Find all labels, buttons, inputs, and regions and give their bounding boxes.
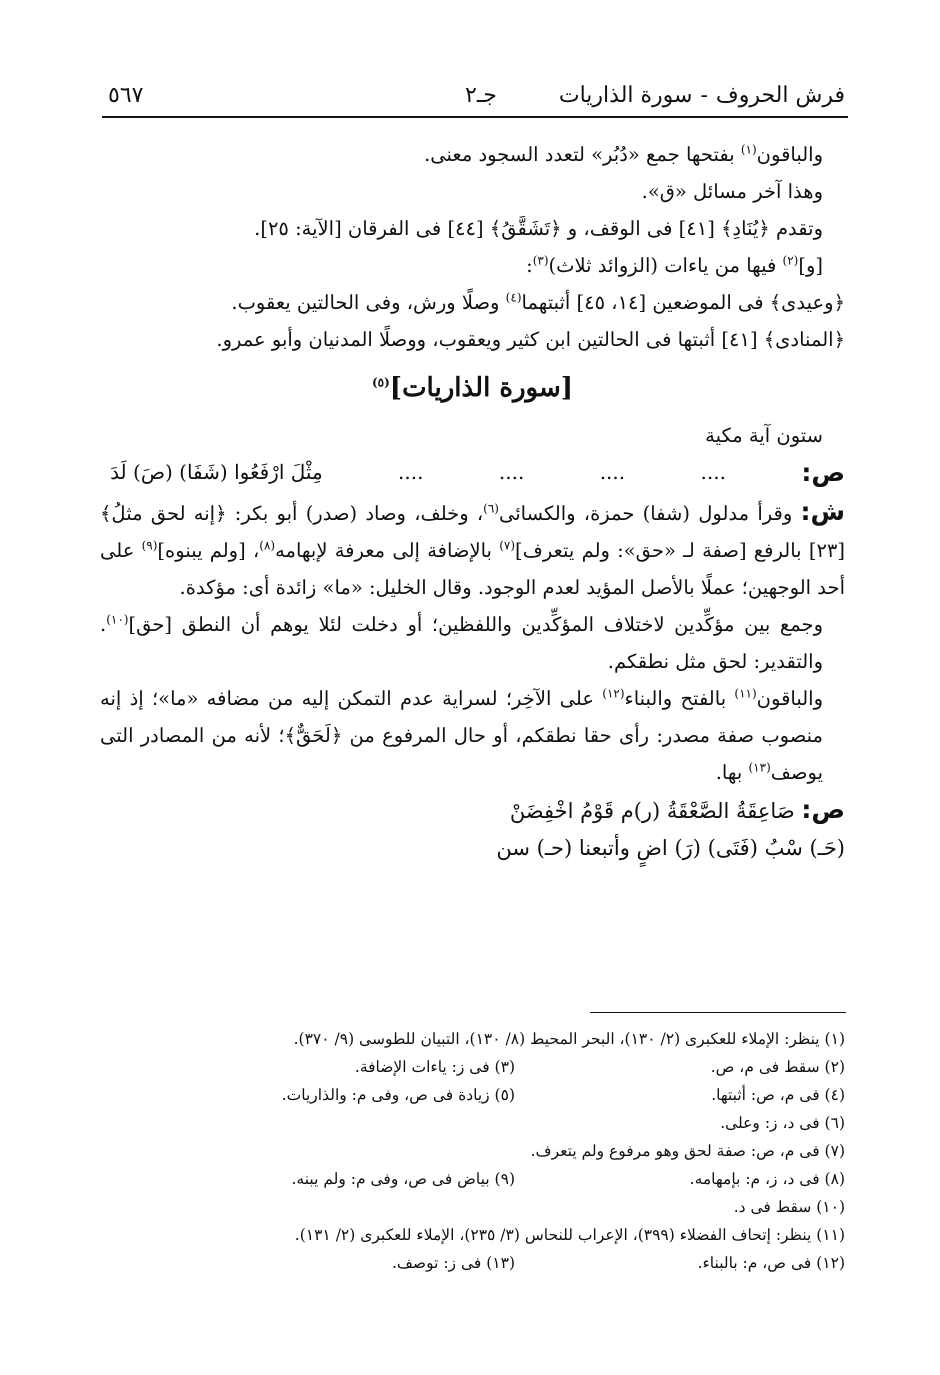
text-run: : bbox=[526, 254, 533, 277]
text-run: والباقون bbox=[756, 143, 823, 166]
footnote-ref: (٢) bbox=[782, 253, 799, 268]
footnote-ref: (٥) bbox=[371, 375, 390, 390]
paragraph: ﴿المنادى﴾ [٤١] أثبتها فى الحالتين ابن كثير ويعقوب، ووصلًا المدنيان وأبو عمرو. bbox=[216, 328, 845, 351]
paragraph bbox=[100, 284, 845, 321]
text-run: . والتقدير: لحق مثل نطقكم. bbox=[100, 613, 823, 673]
footnote-ref: (٩) bbox=[141, 538, 158, 553]
text-run: بالفتح والبناء bbox=[624, 687, 735, 710]
text-run: على أحد الوجهين؛ عملًا بالأصل المؤيد لعدم الوجود. وقال الخليل: «ما» زائدة أى: مؤكدة. bbox=[100, 539, 845, 599]
paragraph bbox=[100, 136, 845, 173]
text-run: [و] bbox=[798, 254, 823, 277]
footnote-ref: (٤) bbox=[505, 290, 522, 305]
text-run: وجمع بين مؤكِّدين لاختلاف المؤكِّدين واللفظين؛ أو دخلت لئلا يوهم أن النطق [حق] bbox=[128, 613, 823, 636]
footnote-row bbox=[120, 1249, 845, 1277]
footnote: (١١) ينظر: إتحاف الفضلاء (٣٩٩)، الإعراب للنحاس (٣/ ٢٣٥)، الإملاء للعكبرى (٢/ ١٣١). bbox=[294, 1226, 845, 1244]
commentary-label: ش: bbox=[800, 497, 845, 526]
text-run: بالإضافة إلى معرفة لإبهامه bbox=[275, 539, 500, 562]
verse-segment: .... bbox=[599, 460, 626, 484]
footnote-ref: (١) bbox=[740, 142, 757, 157]
verse-line bbox=[100, 830, 845, 867]
paragraph bbox=[100, 680, 845, 791]
footnote-ref: (٧) bbox=[499, 538, 516, 553]
surah-heading-text: [سورة الذاريات] bbox=[389, 373, 574, 403]
main-text bbox=[100, 136, 845, 867]
footnote: (١٠) سقط فى د. bbox=[733, 1198, 845, 1216]
header-rule bbox=[102, 116, 848, 118]
footnote-row bbox=[120, 1081, 845, 1109]
verse-segment: .... bbox=[700, 460, 726, 484]
verse-segment bbox=[801, 454, 845, 493]
footnote: (٢) سقط فى م، ص. bbox=[710, 1058, 845, 1076]
paragraph bbox=[100, 247, 845, 284]
page-number: ٥٦٧ bbox=[108, 82, 144, 108]
footnote-ref: (٨) bbox=[259, 538, 276, 553]
text-run: ، وخلف، وصاد (صدر) أبو بكر: ﴿إنه لحق مثلُ﴾ [٢٣] بالرفع [صفة لـ «حق»: ولم يتعرف] bbox=[100, 502, 845, 562]
volume-number: جـ٢ bbox=[465, 82, 497, 108]
footnote: (٤) فى م، ص: أثبتها. bbox=[711, 1086, 845, 1104]
footnote-ref: (١٠) bbox=[106, 612, 129, 627]
verse-segment: .... bbox=[398, 460, 424, 484]
text-run: وصلًا ورش، وفى الحالتين يعقوب. bbox=[231, 291, 506, 314]
footnote-row bbox=[120, 1053, 845, 1081]
paragraph: ستون آية مكية bbox=[705, 424, 823, 447]
footnote: (٣) فى ز: ياءات الإضافة. bbox=[354, 1058, 515, 1076]
text-run: وقرأ مدلول (شفا) حمزة، والكسائى bbox=[498, 502, 801, 525]
footnote: (٨) فى د، ز، م: بإمهامه. bbox=[689, 1170, 845, 1188]
verse-line bbox=[100, 454, 845, 493]
text-run: فيها من ياءات (الزوائد ثلاث) bbox=[548, 254, 783, 277]
text-run: والباقون bbox=[756, 687, 823, 710]
verse-segment: (حَـ) سْبُ (فَتَى) (رَ) اضٍ وأتبعنا (حـ) سن bbox=[496, 836, 845, 860]
footnote-ref: (١٣) bbox=[748, 760, 771, 775]
text-run: على الآخِر؛ لسراية عدم التمكن إليه من مضافه «ما»؛ إذ إنه منصوب صفة مصدر: رأى حقا نطقكم، أو حال المرفوع من ﴿لَحَقٌّ﴾؛ لأنه من المصادر التى يوصف bbox=[100, 687, 823, 784]
text-run: ، [ولم يبنوه] bbox=[157, 539, 260, 562]
page-header bbox=[108, 78, 845, 112]
verse-line bbox=[100, 791, 845, 830]
running-title bbox=[559, 83, 845, 108]
footnote-ref: (٦) bbox=[483, 501, 499, 516]
verse-segment: .... bbox=[498, 460, 525, 484]
running-title-text: فرش الحروف bbox=[715, 82, 845, 108]
verse-label: ص: bbox=[801, 795, 845, 824]
paragraph: وتقدم ﴿يُنَادِ﴾ [٤١] فى الوقف، و ﴿تَشَقَّقُ﴾ [٤٤] فى الفرقان [الآية: ٢٥]. bbox=[254, 217, 823, 240]
footnote: (٦) فى د، ز: وعلى. bbox=[720, 1114, 845, 1132]
footnote-ref: (٣) bbox=[532, 253, 549, 268]
text-run: ﴿وعيدى﴾ فى الموضعين [١٤، ٤٥] أثبتهما bbox=[521, 291, 845, 314]
footnote: (٧) فى م، ص: صفة لحق وهو مرفوع ولم يتعرف. bbox=[530, 1142, 845, 1160]
running-title-separator: - bbox=[700, 82, 708, 108]
footnote: (١٢) فى ص، م: بالبناء. bbox=[697, 1254, 845, 1272]
footnote-row bbox=[120, 1165, 845, 1193]
footnote: (٥) زيادة فى ص، وفى م: والذاريات. bbox=[281, 1086, 515, 1104]
verse-segment: مِثْلَ ارْفَعُوا (شَفَا) (صَ) لَدَ bbox=[110, 460, 323, 484]
text-run: بها. bbox=[715, 761, 749, 784]
paragraph bbox=[100, 606, 845, 680]
footnote: (٩) بياض فى ص، وفى م: ولم يبنه. bbox=[291, 1170, 515, 1188]
surah-heading bbox=[100, 370, 845, 407]
running-title-surah: سورة الذاريات bbox=[558, 82, 693, 108]
footnote: (١٣) فى ز: توصف. bbox=[391, 1254, 515, 1272]
footnote: (١) ينظر: الإملاء للعكبرى (٢/ ١٣٠)، البحر المحيط (٨/ ١٣٠)، التبيان للطوسى (٩/ ٣٧٠). bbox=[293, 1030, 845, 1048]
text-run: بفتحها جمع «دُبُر» لتعدد السجود معنى. bbox=[424, 143, 741, 166]
footnote-rule bbox=[590, 1012, 846, 1013]
footnote-ref: (١١) bbox=[734, 686, 757, 701]
verse-segment: صَاعِقَةُ الصَّعْقَةُ (ر)م قَوْمُ اخْفِضَنْ bbox=[509, 799, 795, 823]
paragraph: وهذا آخر مسائل «ق». bbox=[641, 180, 823, 203]
verse-label: ص: bbox=[801, 458, 845, 487]
footnote-ref: (١٢) bbox=[602, 686, 625, 701]
footnotes bbox=[120, 1025, 845, 1277]
paragraph bbox=[100, 493, 845, 606]
